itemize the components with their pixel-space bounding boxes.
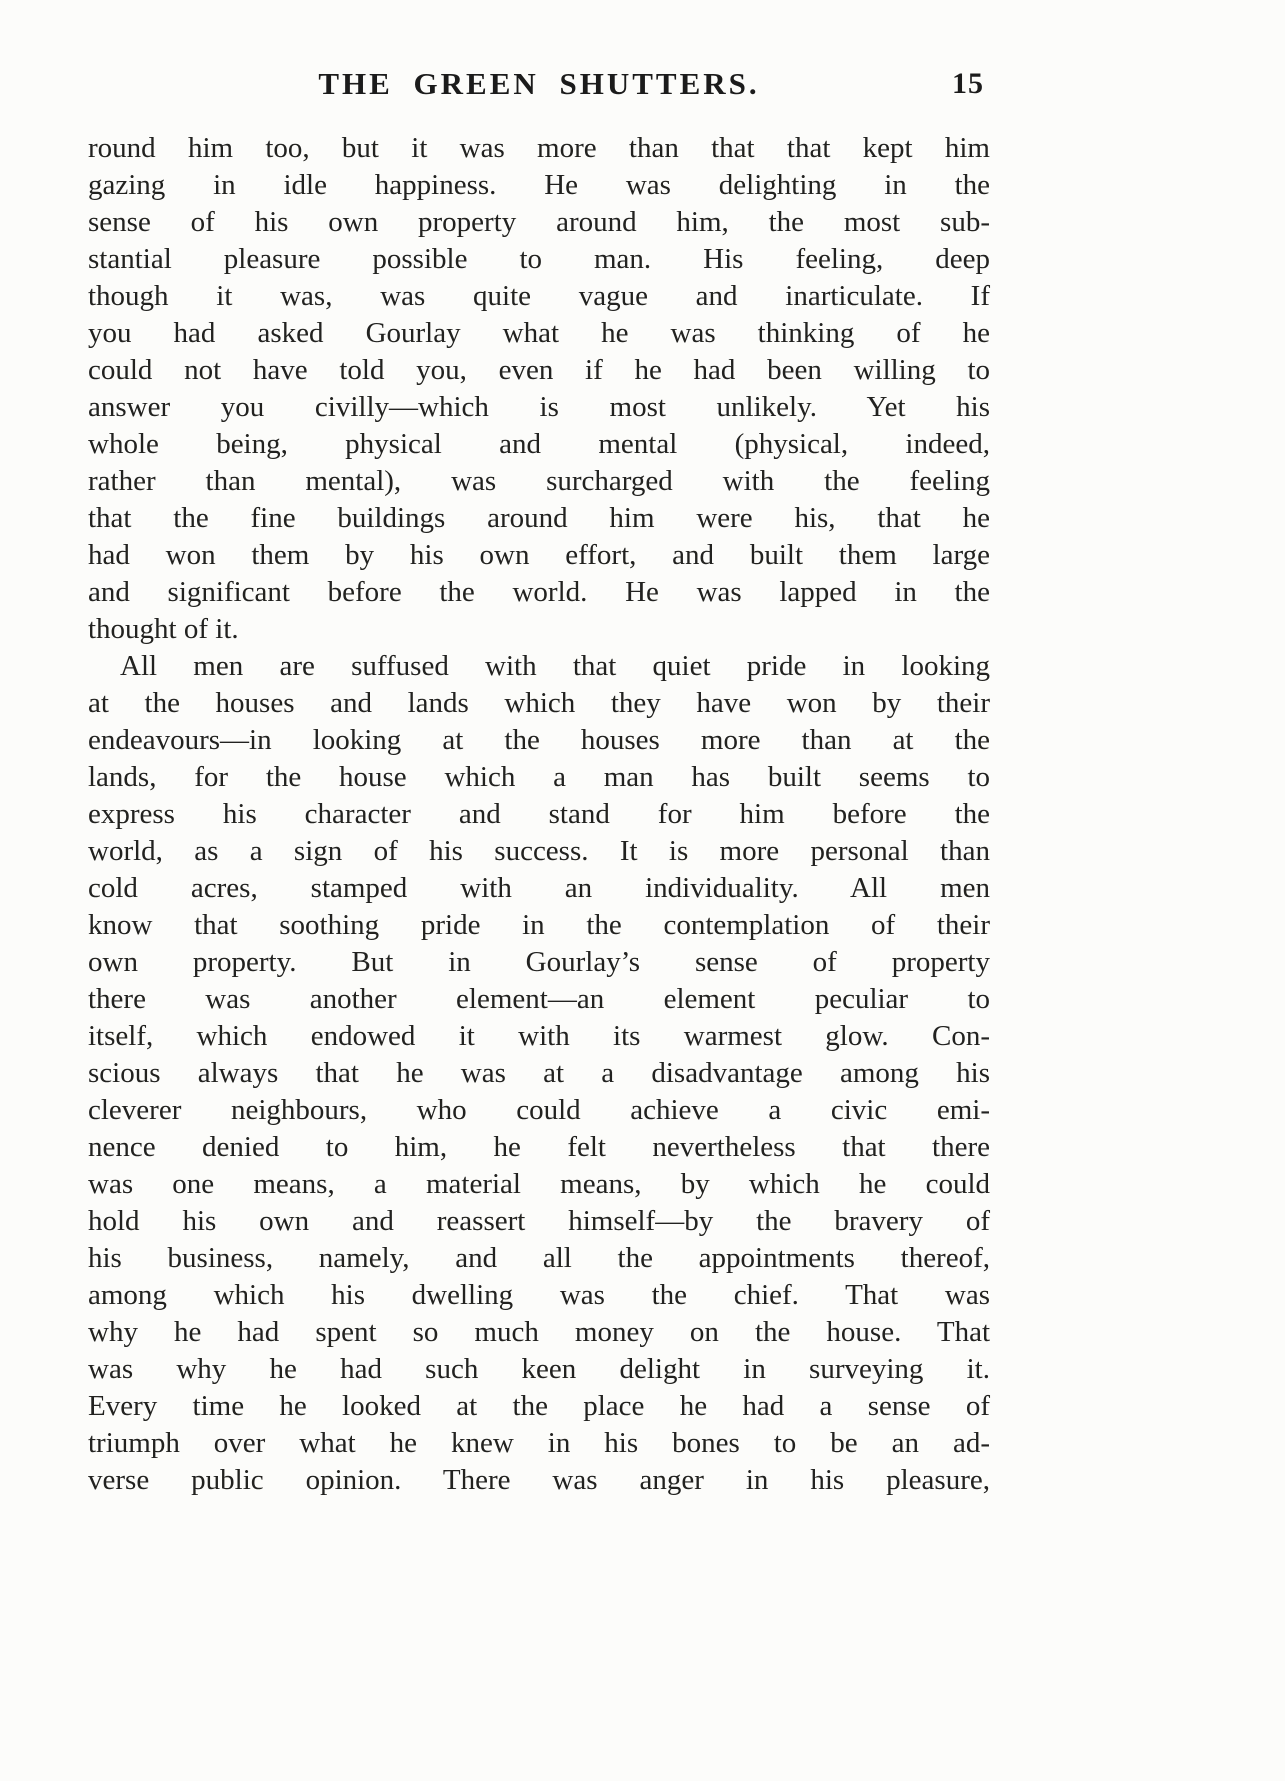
text-line: world, as a sign of his success. It is more personal than [88,835,990,867]
text-line: triumph over what he knew in his bones to be an ad- [88,1427,990,1459]
text-line: whole being, physical and mental (physical, indeed, [88,428,990,460]
text-line: rather than mental), was surcharged with the feeling [88,465,990,497]
text-line: his business, namely, and all the appointments thereof, [88,1242,990,1274]
text-line: endeavours—in looking at the houses more than at the [88,724,990,756]
text-line: was why he had such keen delight in surveying it. [88,1353,990,1385]
text-line: had won them by his own effort, and built them large [88,539,990,571]
text-line: hold his own and reassert himself—by the bravery of [88,1205,990,1237]
page-header [88,66,990,110]
text-line: own property. But in Gourlay’s sense of property [88,946,990,978]
text-line: answer you civilly—which is most unlikely. Yet his [88,391,990,423]
text-line: though it was, was quite vague and inarticulate. If [88,280,990,312]
text-line: verse public opinion. There was anger in his pleasure, [88,1464,990,1496]
text-line: you had asked Gourlay what he was thinking of he [88,317,990,349]
text-line: Every time he looked at the place he had a sense of [88,1390,990,1422]
text-line: that the fine buildings around him were his, that he [88,502,990,534]
text-line: scious always that he was at a disadvantage among his [88,1057,990,1089]
text-line: thought of it. [88,613,239,645]
paragraph [88,648,990,1499]
text-line: was one means, a material means, by which he could [88,1168,990,1200]
text-line: why he had spent so much money on the house. That [88,1316,990,1348]
text-line: sense of his own property around him, the most sub- [88,206,990,238]
text-line: among which his dwelling was the chief. That was [88,1279,990,1311]
page-number: 15 [952,67,984,100]
running-title: THE GREEN SHUTTERS. [318,66,760,101]
text-line: stantial pleasure possible to man. His feeling, deep [88,243,990,275]
text-line: gazing in idle happiness. He was delighting in the [88,169,990,201]
page-body [88,130,990,1499]
text-line: at the houses and lands which they have won by their [88,687,990,719]
text-line: round him too, but it was more than that that kept him [88,132,990,164]
text-line: nence denied to him, he felt nevertheless that there [88,1131,990,1163]
text-line: lands, for the house which a man has built seems to [88,761,990,793]
paragraph [88,130,990,648]
text-line: there was another element—an element peculiar to [88,983,990,1015]
text-line: could not have told you, even if he had been willing to [88,354,990,386]
text-line: cleverer neighbours, who could achieve a civic emi- [88,1094,990,1126]
text-line: express his character and stand for him before the [88,798,990,830]
text-line: and significant before the world. He was lapped in the [88,576,990,608]
text-line: cold acres, stamped with an individuality. All men [88,872,990,904]
text-line: itself, which endowed it with its warmest glow. Con- [88,1020,990,1052]
text-line: All men are suffused with that quiet pride in looking [120,650,990,682]
text-line: know that soothing pride in the contemplation of their [88,909,990,941]
